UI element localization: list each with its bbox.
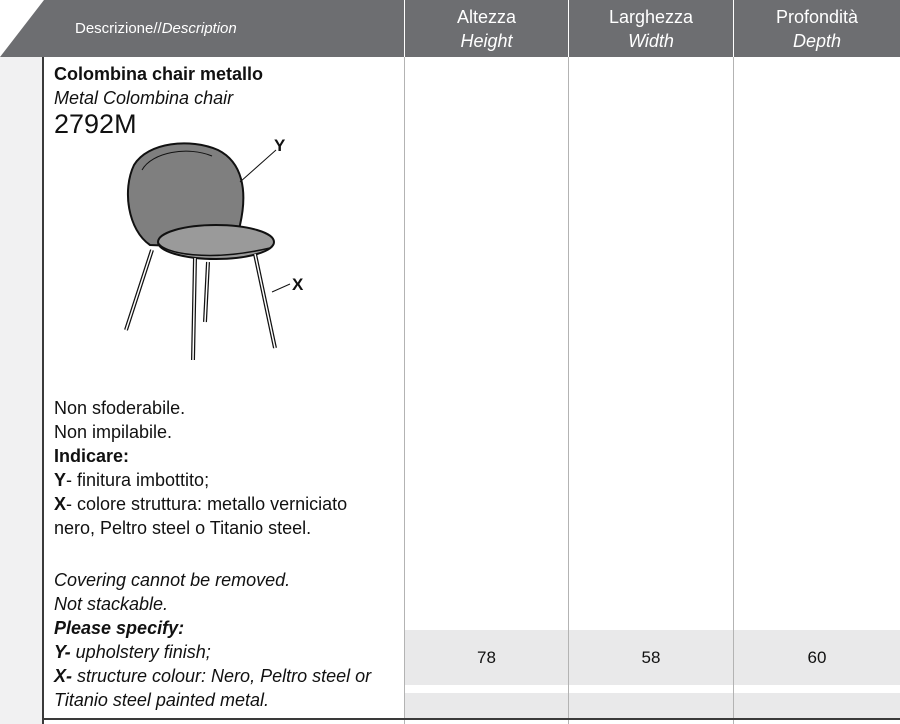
column-divider bbox=[568, 57, 569, 724]
note-it-line1: Non sfoderabile. bbox=[54, 398, 186, 418]
product-code: 2792M bbox=[54, 109, 137, 139]
note-en-x-text: structure colour: Nero, Peltro steel or bbox=[72, 666, 372, 686]
header-description-en: Description bbox=[161, 20, 237, 37]
header-height bbox=[405, 0, 568, 57]
width-value: 58 bbox=[641, 648, 661, 667]
note-en-y-text: upholstery finish; bbox=[70, 642, 211, 662]
note-it-y bbox=[54, 468, 347, 492]
header-depth-en: Depth bbox=[792, 30, 842, 51]
note-it-x-key: X bbox=[54, 494, 67, 514]
note-it-x bbox=[54, 492, 347, 516]
table-bottom-border bbox=[43, 718, 900, 720]
left-margin-strip bbox=[0, 57, 43, 724]
header-width bbox=[569, 0, 733, 57]
depth-value: 60 bbox=[807, 648, 827, 667]
note-it-y-key: Y bbox=[54, 470, 67, 490]
header-height-it: Altezza bbox=[456, 6, 517, 27]
header-description bbox=[75, 0, 237, 57]
note-en-specify: Please specify: bbox=[54, 618, 185, 638]
product-title-block bbox=[54, 62, 264, 139]
note-it-specify: Indicare: bbox=[54, 446, 130, 466]
note-en-y-key: Y- bbox=[54, 642, 71, 662]
table-left-border bbox=[42, 57, 44, 724]
header-width-en: Width bbox=[628, 30, 674, 51]
note-en-x-key: X- bbox=[54, 666, 72, 686]
header-depth-it: Profondità bbox=[775, 6, 859, 27]
product-name-en: Metal Colombina chair bbox=[54, 88, 234, 108]
chair-illustration bbox=[100, 130, 320, 370]
header-depth bbox=[734, 0, 900, 57]
notes-english bbox=[54, 568, 371, 712]
header-height-en: Height bbox=[460, 30, 513, 51]
note-en-line2: Not stackable. bbox=[54, 594, 169, 614]
callout-y: Y bbox=[274, 136, 286, 155]
note-it-y-text: - finitura imbottito; bbox=[66, 470, 210, 490]
column-divider bbox=[733, 57, 734, 724]
note-en-line1: Covering cannot be removed. bbox=[54, 570, 291, 590]
notes-italian bbox=[54, 396, 347, 540]
header-corner bbox=[0, 0, 44, 57]
column-divider bbox=[404, 57, 405, 724]
header-description-it: Descrizione// bbox=[75, 20, 162, 37]
note-en-y bbox=[54, 640, 371, 664]
note-it-x-text: - colore struttura: metallo verniciato bbox=[66, 494, 348, 514]
note-en-x2: Titanio steel painted metal. bbox=[54, 690, 269, 710]
dimension-row-band-lower bbox=[404, 693, 900, 718]
note-it-x2: nero, Peltro steel o Titanio steel. bbox=[54, 518, 312, 538]
header-width-it: Larghezza bbox=[608, 6, 694, 27]
callout-x: X bbox=[292, 275, 304, 294]
product-name-it: Colombina chair metallo bbox=[54, 64, 264, 84]
height-value: 78 bbox=[477, 648, 496, 667]
note-it-line2: Non impilabile. bbox=[54, 422, 173, 442]
note-en-x bbox=[54, 664, 371, 688]
